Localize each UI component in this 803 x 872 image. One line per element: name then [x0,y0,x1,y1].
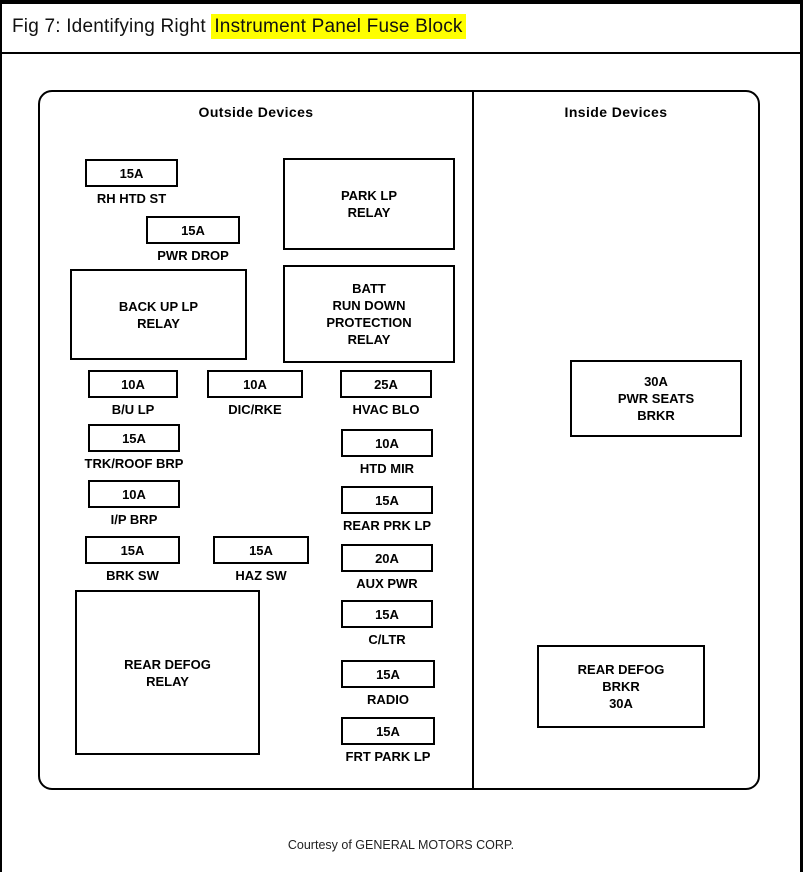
relay-line: RELAY [146,673,189,689]
fuse-label: PWR DROP [157,248,229,263]
fuse-trk-roof-brp [84,424,184,471]
relay-rear-defog [75,590,260,755]
fuse-aux-pwr [341,544,433,591]
relay-line: REAR DEFOG [124,656,211,672]
fuse-amp: 15A [85,536,180,564]
fuse-pwr-drop [146,216,240,263]
breaker-rear-defog [537,645,705,728]
fuse-label: C/LTR [368,632,406,647]
fuse-amp: 10A [88,480,180,508]
relay-back-up-lp [70,269,247,360]
fuse-htd-mir [341,429,433,476]
fuse-ip-brp [88,480,180,527]
figure-title-highlight: Instrument Panel Fuse Block [211,14,465,39]
fuse-label: B/U LP [111,402,155,417]
relay-line: 30A [644,374,668,389]
section-divider [472,92,474,788]
fuse-amp: 20A [341,544,433,572]
fuse-amp: 15A [341,600,433,628]
figure-title-prefix: Fig 7: Identifying Right [12,16,212,37]
fuse-label: BRK SW [106,568,159,583]
fuse-amp: 15A [146,216,240,244]
fuse-label: HAZ SW [235,568,287,583]
fuse-label: DIC/RKE [228,402,282,417]
fuse-amp: 10A [88,370,178,398]
fuse-label: REAR PRK LP [342,518,432,533]
relay-line: PROTECTION [326,315,412,330]
relay-park-lp [283,158,455,250]
relay-line: PWR SEATS [617,391,695,406]
fuse-label: HVAC BLO [352,402,420,417]
fuse-block-diagram [38,90,760,790]
relay-line: 30A [609,696,633,711]
fuse-label: TRK/ROOF BRP [84,456,184,471]
fuse-amp: 10A [207,370,303,398]
fuse-amp: 15A [88,424,180,452]
relay-line: BACK UP LP [118,298,199,314]
title-divider [2,52,800,54]
outside-devices-header: Outside Devices [198,104,314,120]
fuse-c-ltr [341,600,433,647]
relay-line: PARK LP [340,188,398,203]
relay-line: RELAY [347,332,391,347]
fuse-amp: 15A [85,159,178,187]
figure-title [12,16,466,38]
fuse-frt-park-lp [341,717,435,764]
fuse-amp: 15A [341,660,435,688]
fuse-label: HTD MIR [359,461,415,476]
relay-line: BRKR [602,679,640,694]
fuse-amp: 25A [340,370,432,398]
courtesy-note: Courtesy of GENERAL MOTORS CORP. [287,838,515,852]
relay-line: BRKR [637,408,675,423]
fuse-amp: 10A [341,429,433,457]
relay-line: RELAY [347,205,391,220]
fuse-amp: 15A [341,717,435,745]
breaker-pwr-seats [570,360,742,437]
inside-devices-header: Inside Devices [564,104,668,120]
relay-line: BATT [352,281,386,296]
fuse-label: I/P BRP [110,512,158,527]
fuse-radio [341,660,435,707]
relay-batt-run-down-protection [283,265,455,363]
fuse-label: AUX PWR [356,576,418,591]
fuse-rh-htd-st [85,159,178,206]
fuse-label: RADIO [367,692,409,707]
fuse-label: FRT PARK LP [345,749,431,764]
relay-line: RELAY [137,315,180,331]
relay-line: RUN DOWN [332,298,406,313]
fuse-hvac-blo [340,370,432,417]
relay-line: REAR DEFOG [577,662,665,677]
fuse-label: RH HTD ST [96,191,167,206]
fuse-rear-prk-lp [341,486,433,533]
fuse-amp: 15A [341,486,433,514]
fuse-amp: 15A [213,536,309,564]
